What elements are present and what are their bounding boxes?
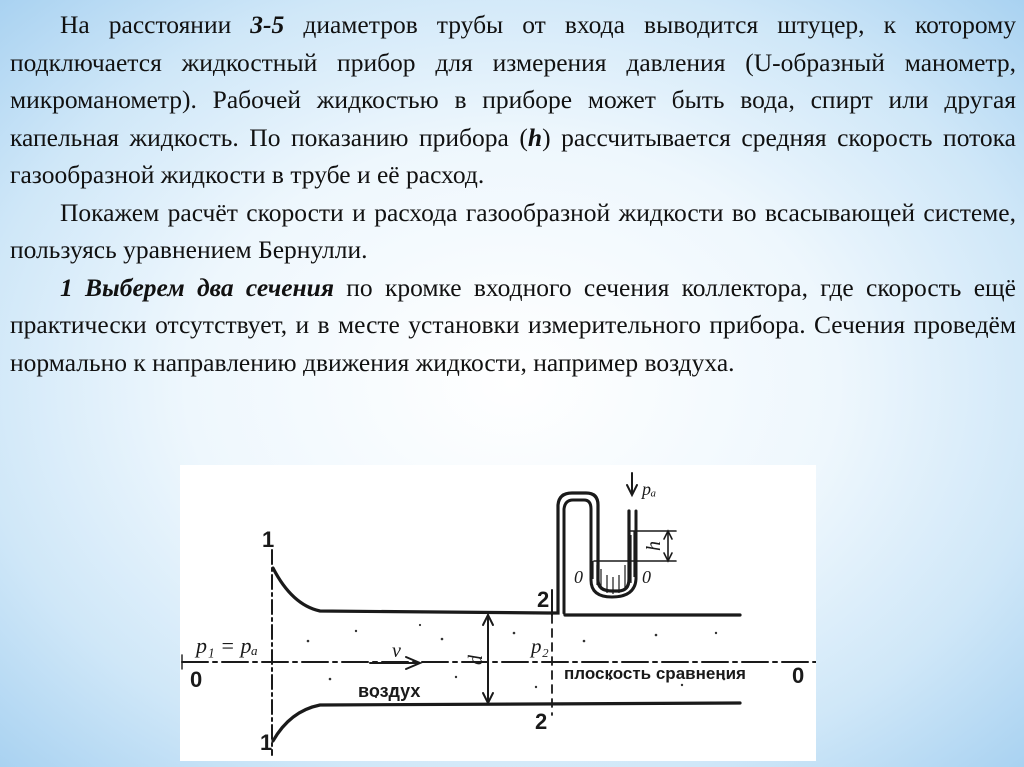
- body-text: [10, 6, 1016, 381]
- pipe-diagram-svg: [180, 465, 816, 761]
- p3-emphasis: 1 Выберем два сечения: [60, 272, 334, 302]
- pa-label: pₐ: [642, 479, 657, 499]
- p1-text-e: ) рассчитывается средняя скорость потока газообразной жидкости в трубе и её расход.: [10, 122, 1016, 189]
- gauge-zero-left: 0: [574, 567, 583, 587]
- p1-text-a: На расстоянии: [60, 10, 251, 39]
- comparison-plane-label: плоскость сравнения: [564, 664, 746, 683]
- p1-emphasis-h: h: [527, 122, 543, 152]
- section-2-bottom-label: 2: [535, 709, 548, 734]
- d-label: d: [465, 655, 487, 665]
- section-1-bottom-label: 1: [260, 730, 273, 755]
- p3-text: по кромке входного сечения коллектора, где скорость ещё практически отсутствует, и в месте установки измерительного прибора. Сечения проведём нормально к направлению движения жидкости, например воздуха.: [10, 272, 1016, 377]
- paragraph-1: [10, 6, 1016, 194]
- h-label: h: [643, 541, 665, 551]
- p1-text-c: диаметров трубы от входа выводится штуцер, к которому подключается жидкостный прибор для измерения давления (U-образный манометр, микроманометр). Рабочей жидкостью в приборе может быть вода, спирт или другая капельная жидкость. По показанию прибора (: [10, 10, 1017, 152]
- zero-right-label: 0: [792, 663, 805, 688]
- p1-equals-pa-label: p₁ = pₐ: [196, 633, 258, 658]
- gauge-zero-right: 0: [642, 567, 651, 587]
- paragraph-3: [10, 269, 1016, 382]
- section-2-top-label: 2: [537, 587, 550, 612]
- pipe-bottom-wall: [273, 703, 740, 741]
- pipe-top-wall: [273, 493, 629, 613]
- velocity-label: v: [392, 640, 401, 662]
- paragraph-2: Покажем расчёт скорости и расхода газообразной жидкости во всасывающей системе, пользуясь уравнением Бернулли.: [10, 197, 1016, 264]
- gauge-inner-wall: [564, 500, 636, 613]
- air-label: воздух: [358, 681, 421, 701]
- zero-left-label: 0: [190, 667, 203, 692]
- section-1-top-label: 1: [262, 527, 275, 552]
- pipe-diagram: [180, 465, 816, 761]
- p1-emphasis-3-5: 3-5: [250, 10, 285, 39]
- p2-label: p₂: [531, 634, 549, 658]
